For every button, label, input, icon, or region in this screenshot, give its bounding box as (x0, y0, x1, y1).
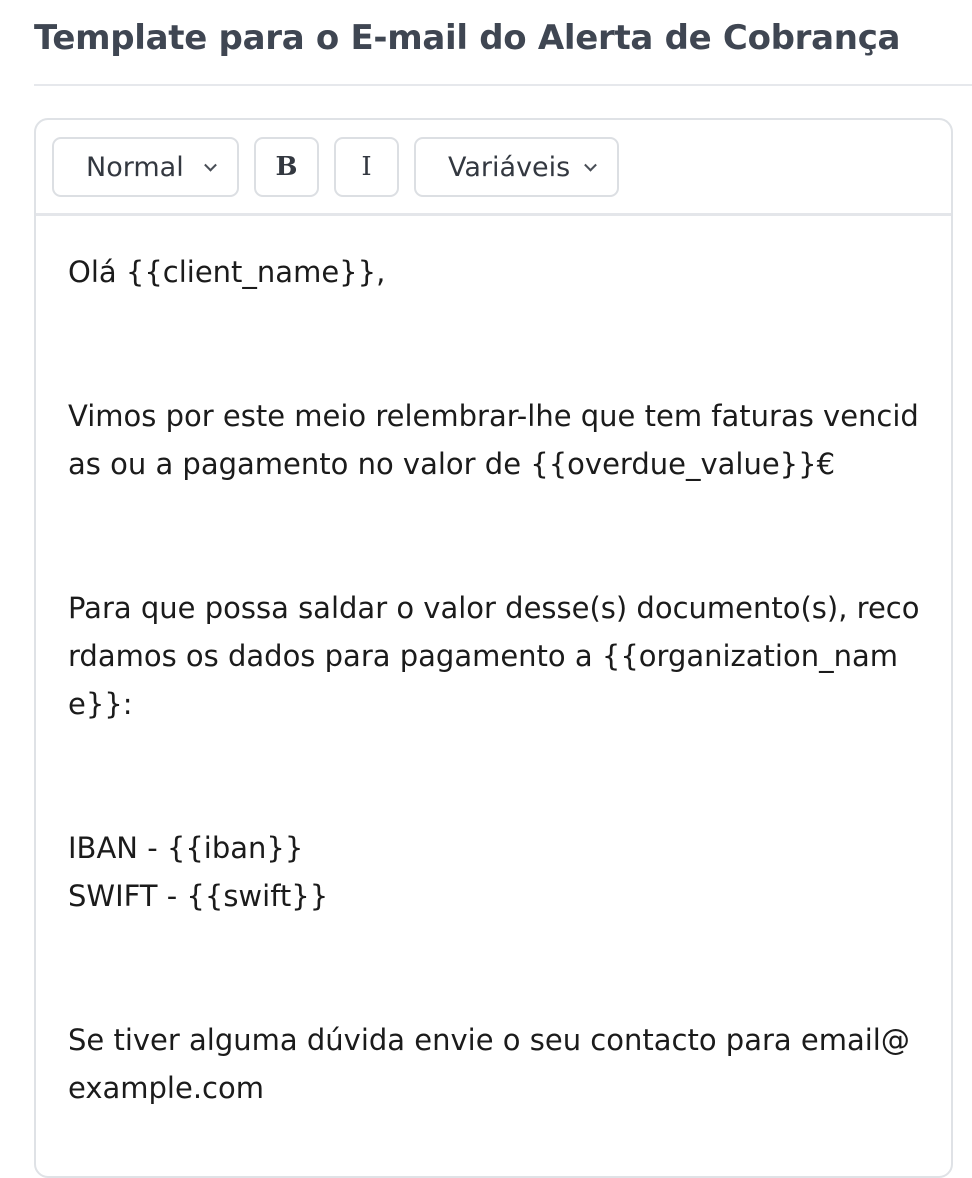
text-format-select[interactable] (52, 137, 239, 197)
variables-select[interactable] (414, 137, 619, 197)
blank-line (68, 920, 924, 1016)
payment-paragraph: Para que possa saldar o valor desse(s) documento(s), recordamos os dados para pagamento a {{organization_name}}: (68, 591, 920, 721)
editor-toolbar (36, 120, 951, 216)
chevron-down-icon (204, 159, 217, 172)
greeting-line: Olá {{client_name}}, (68, 255, 386, 289)
text-format-select-value: Normal (86, 151, 184, 183)
blank-line (68, 488, 924, 584)
bold-button[interactable]: B (254, 137, 319, 197)
italic-button[interactable]: I (334, 137, 399, 197)
iban-line: IBAN - {{iban}} (68, 831, 304, 865)
blank-line (68, 296, 924, 392)
variables-select-label: Variáveis (448, 151, 571, 183)
blank-line (68, 728, 924, 824)
overdue-paragraph: Vimos por este meio relembrar-lhe que tem faturas vencidas ou a pagamento no valor de {{overdue_value}}€ (68, 399, 919, 481)
chevron-down-icon (584, 159, 597, 172)
page-title: Template para o E-mail do Alerta de Cobrança (34, 18, 901, 58)
swift-line: SWIFT - {{swift}} (68, 879, 329, 913)
editor-content[interactable] (68, 248, 924, 1112)
title-divider (34, 84, 972, 86)
contact-paragraph: Se tiver alguma dúvida envie o seu contacto para email@example.com (68, 1023, 910, 1105)
rich-text-editor (34, 118, 953, 1178)
